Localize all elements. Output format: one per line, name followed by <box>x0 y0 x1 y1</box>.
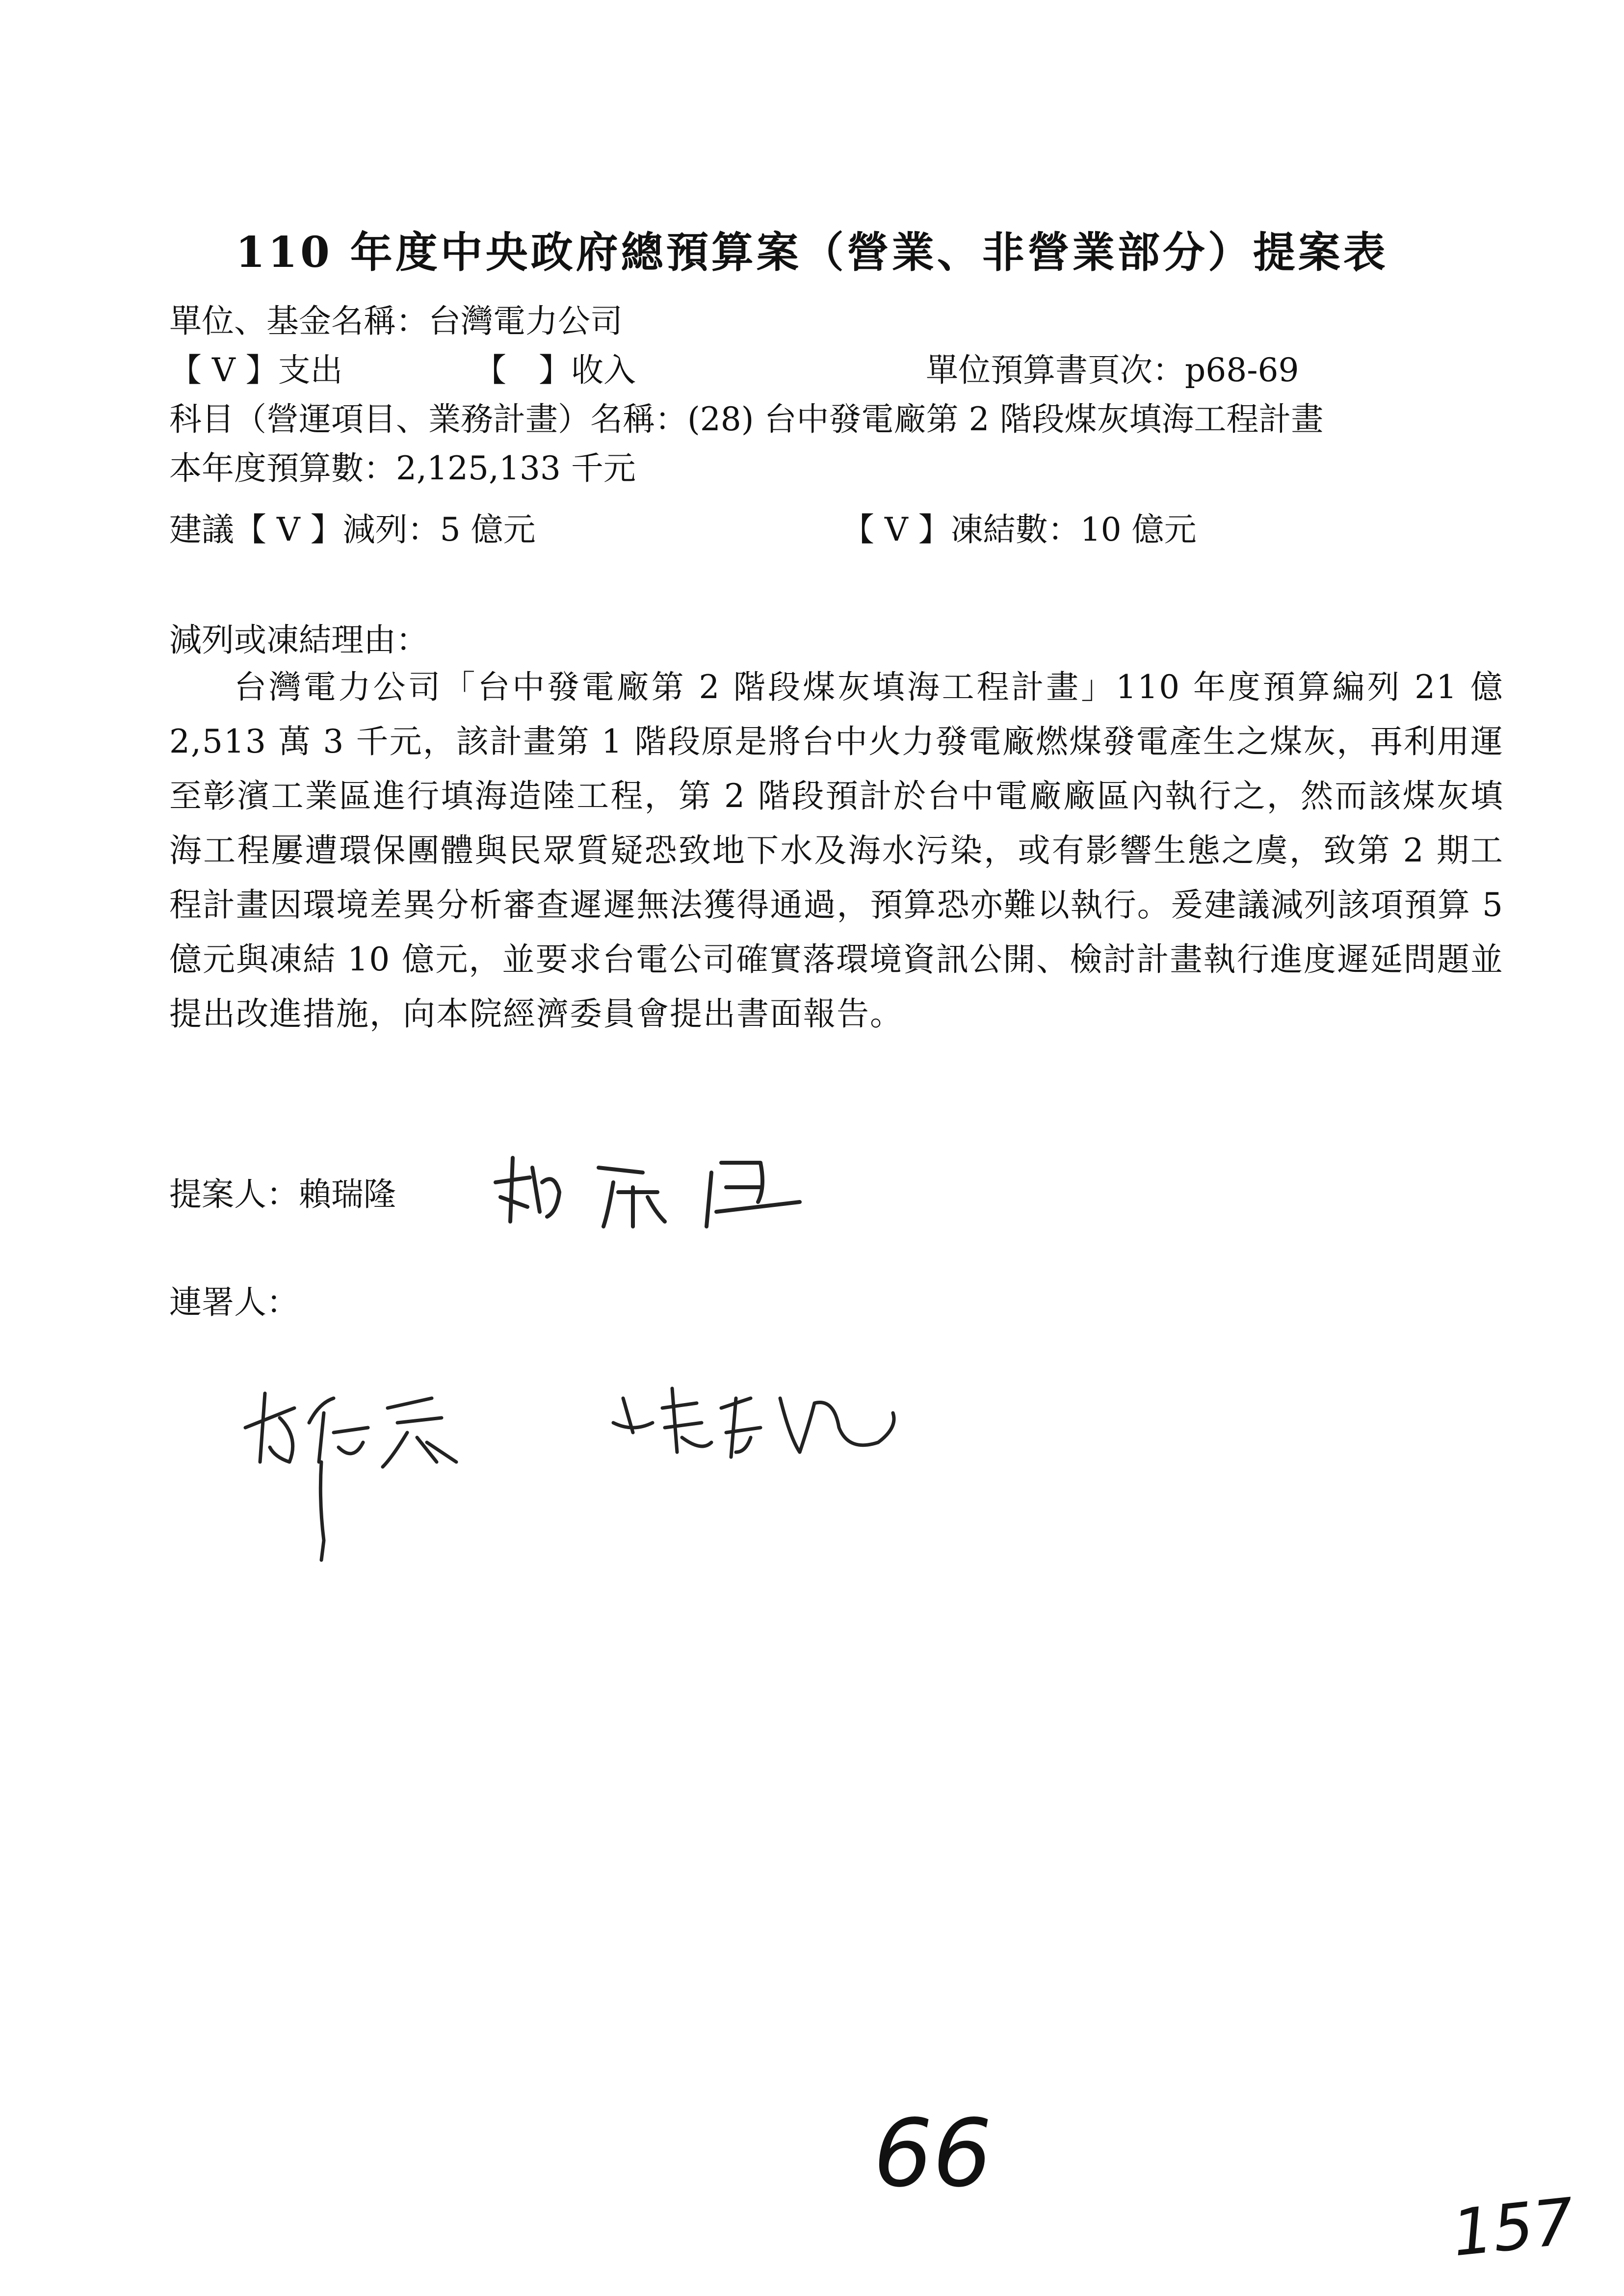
page-number-66: 66 <box>873 2099 992 2208</box>
cosigner-signature-1 <box>236 1364 520 1580</box>
page-number-157: 157 <box>1448 2184 1578 2271</box>
expense-checkbox-label: 【 V 】支出 <box>169 351 343 389</box>
corner-page-number <box>1448 2184 1578 2271</box>
reason-heading: 減列或凍結理由： <box>169 621 428 659</box>
form-title: 110 年度中央政府總預算案（營業、非營業部分）提案表 <box>236 228 1388 277</box>
proposer-label: 提案人：賴瑞隆 <box>169 1175 396 1213</box>
cosigner-label: 連署人： <box>169 1283 299 1321</box>
subject-name: 科目（營運項目、業務計畫）名稱：(28) 台中發電廠第 2 階段煤灰填海工程計畫 <box>169 400 1324 438</box>
cosigner-signature-2 <box>603 1369 908 1467</box>
unit-fund-name: 單位、基金名稱：台灣電力公司 <box>169 302 623 340</box>
income-checkbox-label: 【 】收入 <box>473 351 636 389</box>
signature-cosigner-1-drawing <box>236 1364 520 1580</box>
signature-proposer-drawing <box>486 1138 810 1236</box>
category-row <box>169 348 1445 392</box>
suggestion-freeze: 【 V 】凍結數：10 億元 <box>841 511 1197 548</box>
reason-body: 台灣電力公司「台中發電廠第 2 階段煤灰填海工程計畫」110 年度預算編列 21 億 2,513 萬 3 千元，該計畫第 1 階段原是將台中火力發電廠燃煤發電產生之煤灰，再利用運至彰濱工業區進行填海造陸工程，第 2 階段預計於台中電廠廠區內執行之，然而該煤灰填海工程屢遭環保團體與民眾質疑恐致地下水及海水污染，或有影響生態之虞，致第 2 期工程計畫因環境差異分析審查遲遲無法獲得通過，預算恐亦難以執行。爰建議減列該項預算 5 億元與凍結 10 億元，並要求台電公司確實落環境資訊公開、檢討計畫執行進度遲延問題並提出改進措施，向本院經濟委員會提出書面報告。 <box>169 668 1504 1033</box>
suggestion-cut: 建議【 V 】減列：5 億元 <box>169 511 536 548</box>
suggestion-row <box>169 508 1445 552</box>
budget-amount: 本年度預算數：2,125,133 千元 <box>169 449 636 487</box>
handwritten-page-number <box>873 2099 992 2208</box>
signature-cosigner-2-drawing <box>603 1369 908 1467</box>
budget-page-ref: 單位預算書頁次：p68-69 <box>925 351 1299 389</box>
proposer-signature <box>486 1138 810 1236</box>
